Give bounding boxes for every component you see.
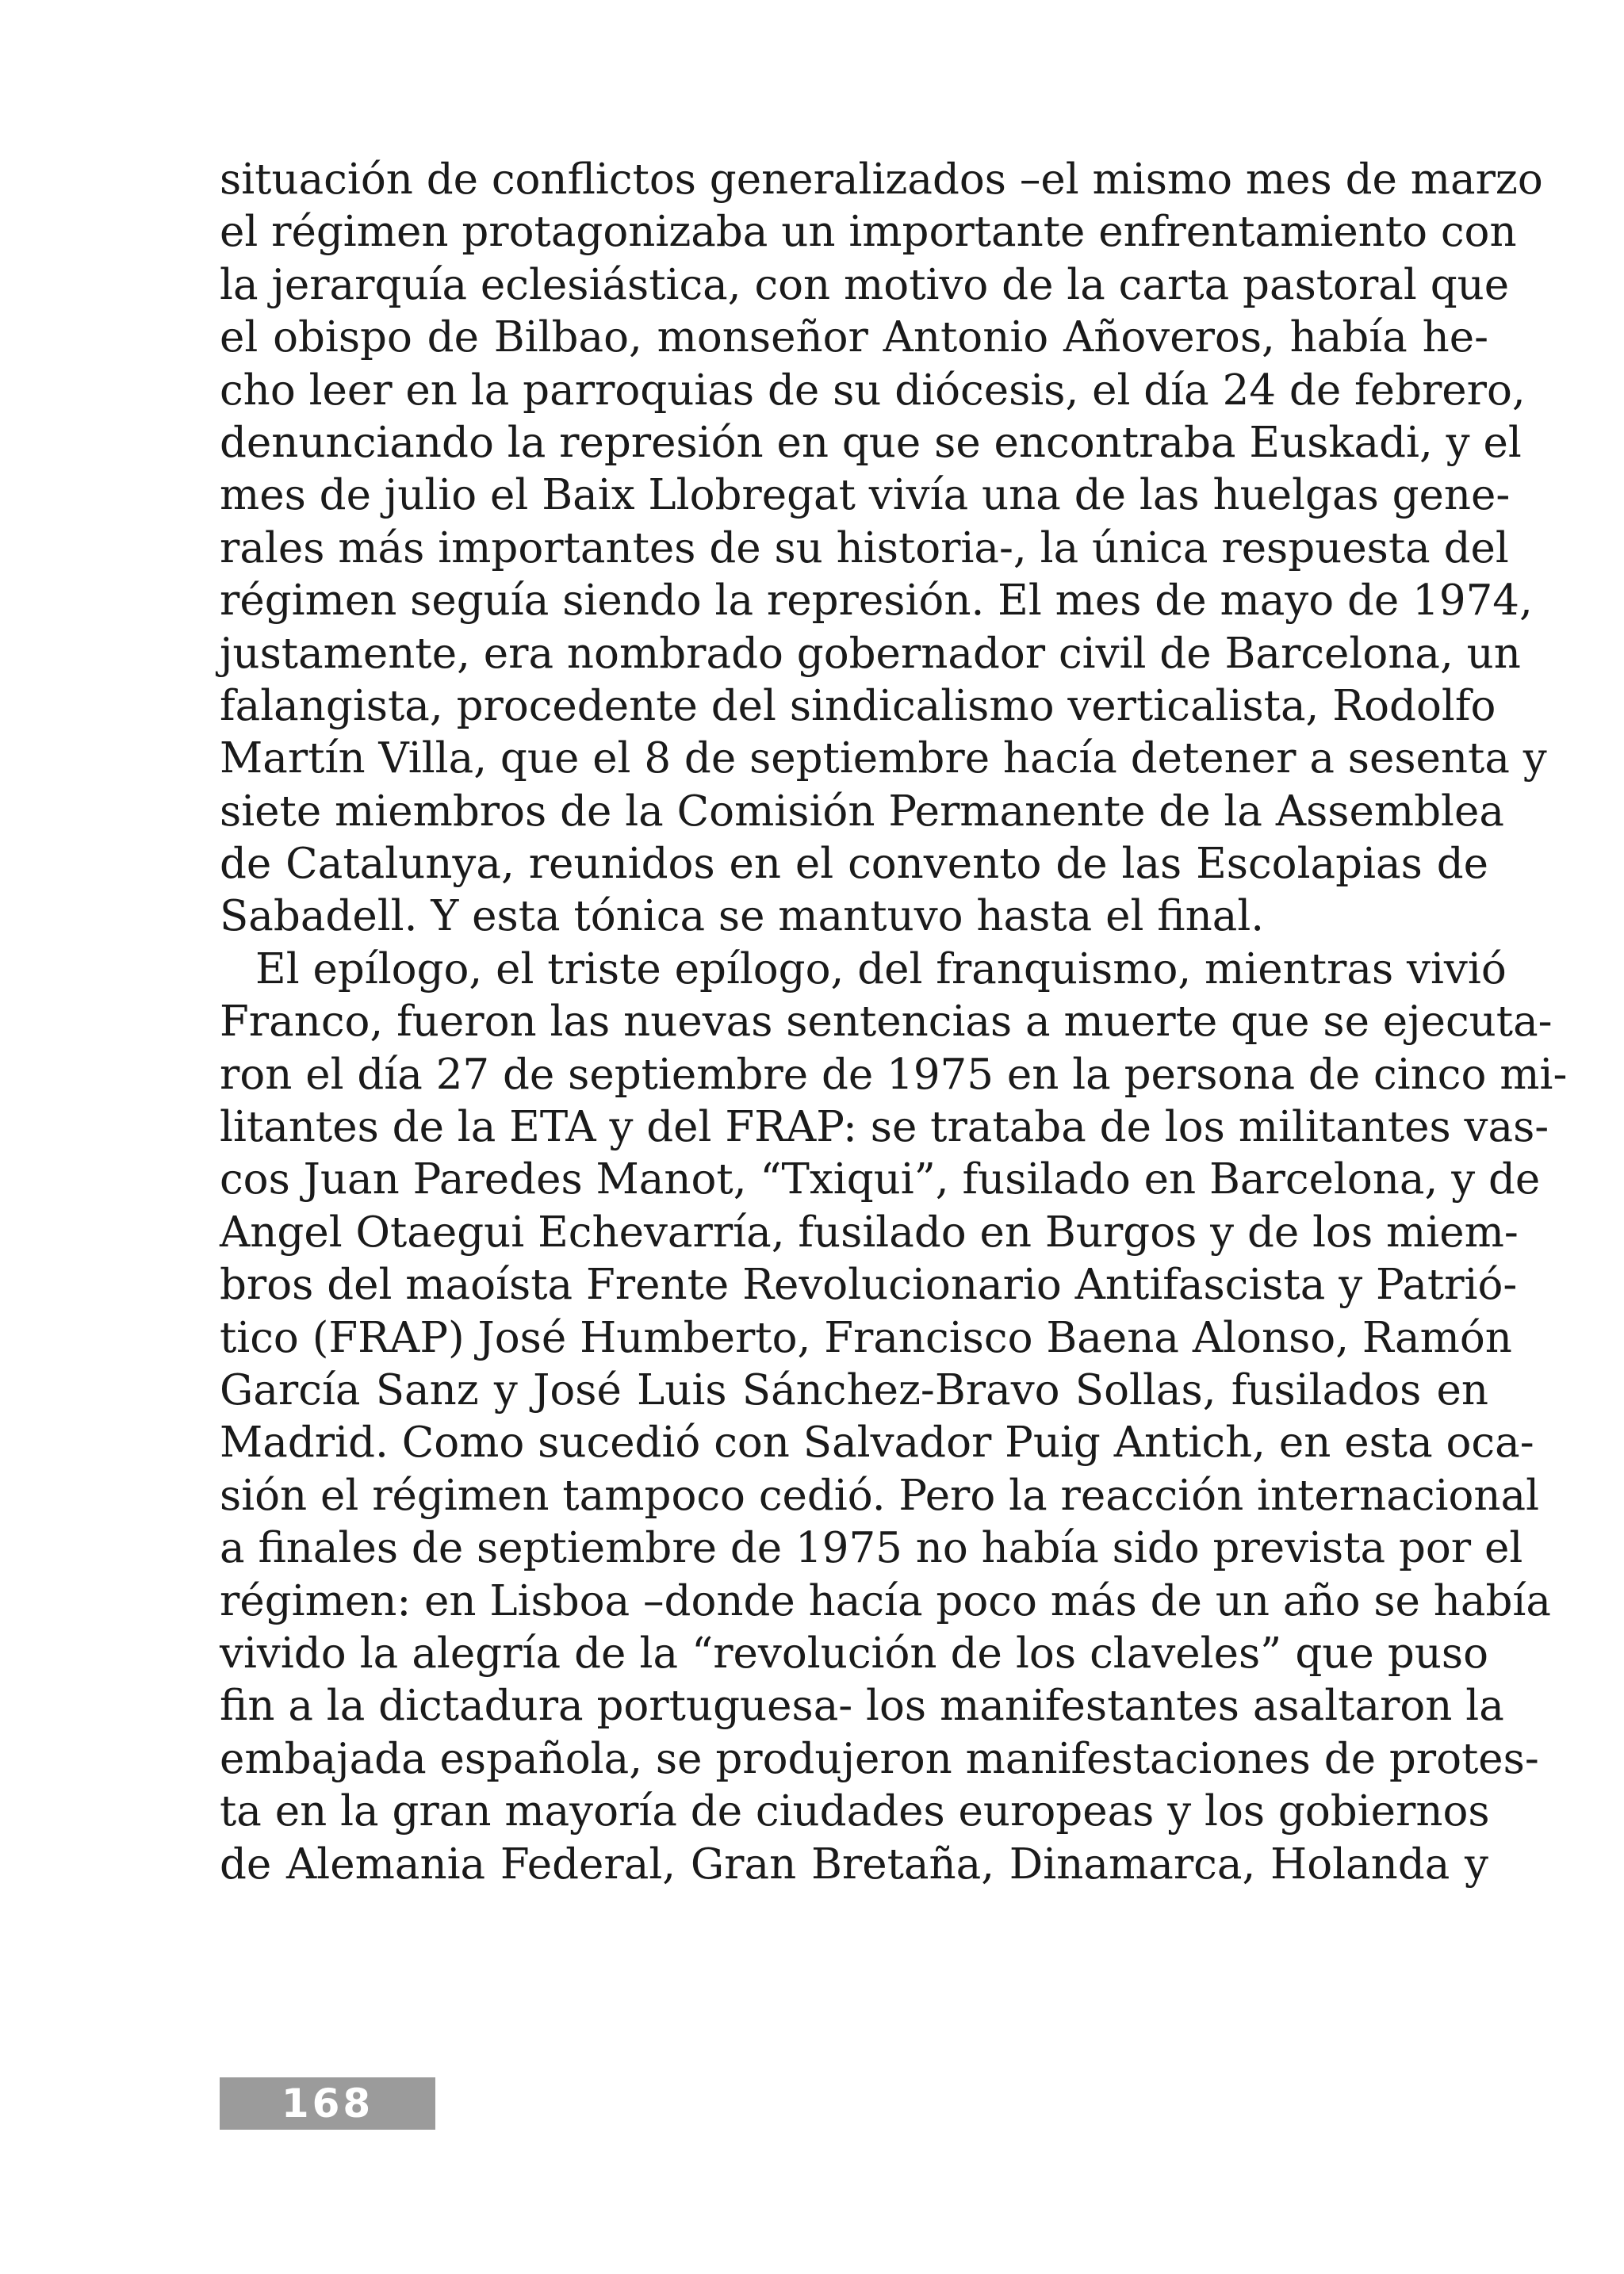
text-line: el régimen protagonizaba un importante enfrentamiento con — [220, 208, 1517, 257]
paragraph-start-line: El epílogo, el triste epílogo, del franquismo, mientras vivió — [255, 944, 1507, 993]
body-text — [220, 154, 1568, 1891]
text-line: ta en la gran mayoría de ciudades europeas y los gobiernos — [220, 1787, 1490, 1836]
text-line: Franco, fueron las nuevas sentencias a muerte que se ejecuta- — [220, 997, 1553, 1047]
text-line: vivido la alegría de la “revolución de los claveles” que puso — [220, 1629, 1488, 1678]
text-line: régimen seguía siendo la represión. El mes de mayo de 1974, — [220, 576, 1533, 626]
text-line: Madrid. Como sucedió con Salvador Puig Antich, en esta oca- — [220, 1418, 1534, 1468]
text-line: justamente, era nombrado gobernador civil de Barcelona, un — [220, 629, 1521, 678]
text-line: bros del maoísta Frente Revolucionario Antifascista y Patrió- — [220, 1261, 1518, 1310]
text-line: cho leer en la parroquias de su diócesis, el día 24 de febrero, — [220, 366, 1526, 415]
text-line: denunciando la represión en que se encontraba Euskadi, y el — [220, 418, 1522, 467]
text-line: la jerarquía eclesiástica, con motivo de la carta pastoral que — [220, 260, 1510, 309]
text-line: el obispo de Bilbao, monseñor Antonio Añoveros, había he- — [220, 313, 1488, 362]
text-line: cos Juan Paredes Manot, “Txiqui”, fusilado en Barcelona, y de — [220, 1155, 1541, 1204]
text-line: ron el día 27 de septiembre de 1975 en la persona de cinco mi- — [220, 1050, 1568, 1099]
text-line: litantes de la ETA y del FRAP: se trataba de los militantes vas- — [220, 1103, 1549, 1152]
text-line: García Sanz y José Luis Sánchez-Bravo Sollas, fusilados en — [220, 1365, 1488, 1415]
text-line: Martín Villa, que el 8 de septiembre hacía detener a sesenta y — [220, 734, 1547, 783]
page-number-badge — [220, 2077, 435, 2130]
text-line: falangista, procedente del sindicalismo verticalista, Rodolfo — [220, 681, 1496, 730]
text-line: de Alemania Federal, Gran Bretaña, Dinamarca, Holanda y — [220, 1839, 1488, 1889]
text-line: tico (FRAP) José Humberto, Francisco Baena Alonso, Ramón — [220, 1313, 1512, 1362]
text-line: sión el régimen tampoco cedió. Pero la reacción internacional — [220, 1471, 1540, 1520]
text-line: mes de julio el Baix Llobregat vivía una de las huelgas gene- — [220, 471, 1511, 520]
paragraph-end-line: Sabadell. Y esta tónica se mantuvo hasta el final. — [220, 892, 1265, 941]
text-line: situación de conflictos generalizados –el mismo mes de marzo — [220, 155, 1543, 204]
text-line: de Catalunya, reunidos en el convento de las Escolapias de — [220, 840, 1488, 889]
text-line: régimen: en Lisboa –donde hacía poco más de un año se había — [220, 1576, 1551, 1625]
text-line: Angel Otaegui Echevarría, fusilado en Burgos y de los miem- — [220, 1208, 1519, 1257]
page-number: 168 — [281, 2081, 374, 2127]
text-line: rales más importantes de su historia-, la única respuesta del — [220, 523, 1509, 572]
text-line: siete miembros de la Comisión Permanente de la Assemblea — [220, 787, 1504, 836]
text-line: a finales de septiembre de 1975 no había sido prevista por el — [220, 1524, 1523, 1573]
text-line: fin a la dictadura portuguesa- los manifestantes asaltaron la — [220, 1682, 1504, 1731]
text-line: embajada española, se produjeron manifestaciones de protes- — [220, 1734, 1539, 1783]
